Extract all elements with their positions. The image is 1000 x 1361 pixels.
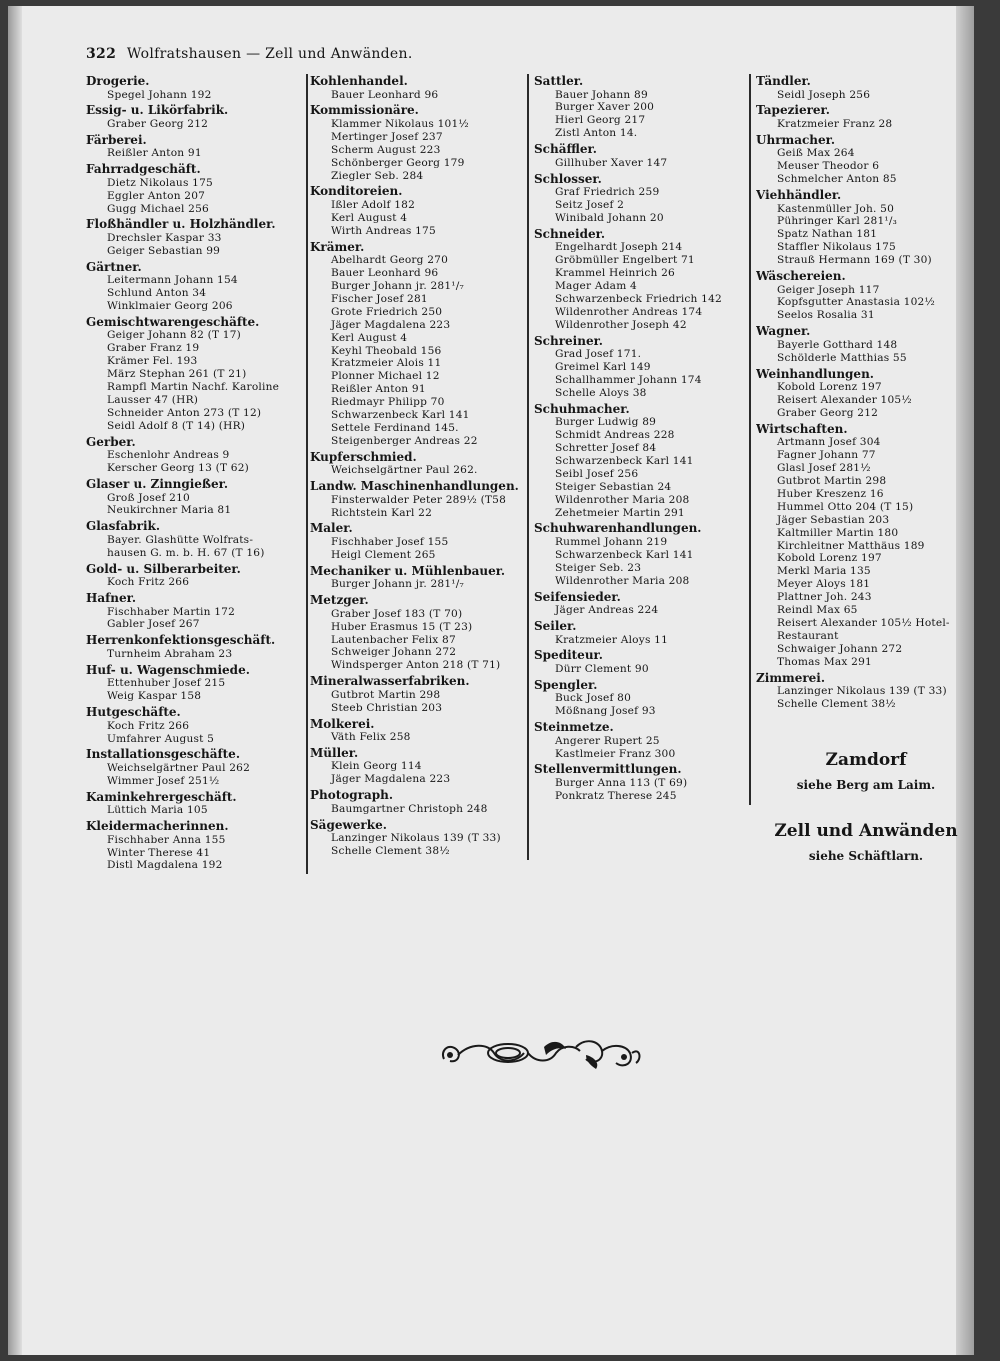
directory-entry: Zehetmeier Martin 291 xyxy=(555,506,685,519)
directory-entry: Buck Josef 80 xyxy=(555,692,632,705)
directory-entry: Weig Kaspar 158 xyxy=(107,690,202,703)
trade-section xyxy=(756,324,966,364)
trade-heading: Schneider. xyxy=(534,226,606,241)
trade-heading: Seiler. xyxy=(534,619,577,633)
trade-section xyxy=(756,74,966,101)
trade-section xyxy=(86,747,304,787)
directory-entry: Mertinger Josef 237 xyxy=(331,130,443,143)
trade-heading: Schäffler. xyxy=(534,142,597,157)
trade-section xyxy=(310,184,525,237)
directory-entry: Wirth Andreas 175 xyxy=(331,224,436,237)
trade-section xyxy=(534,720,752,760)
trade-section xyxy=(86,133,304,160)
directory-entry: Kratzmeier Franz 28 xyxy=(777,117,893,130)
directory-entry: Winibald Johann 20 xyxy=(555,211,664,224)
directory-entry: Kerscher Georg 13 (T 62) xyxy=(107,462,250,475)
directory-entry: Rummel Johann 219 xyxy=(555,535,668,548)
directory-entry: Eggler Anton 207 xyxy=(107,189,206,202)
trade-heading: Kohlenhandel. xyxy=(310,74,408,88)
place-name: Zell und Anwänden xyxy=(774,821,958,841)
trade-heading: Wäschereien. xyxy=(756,269,846,284)
directory-entry: Seitz Josef 2 xyxy=(555,198,625,211)
directory-entry: Jäger Magdalena 223 xyxy=(331,773,451,786)
directory-entry: Fagner Johann 77 xyxy=(777,449,876,462)
directory-entry: Schmelcher Anton 85 xyxy=(777,173,897,186)
trade-heading: Färberei. xyxy=(86,132,147,147)
trade-heading: Schlosser. xyxy=(534,171,602,186)
directory-entry: Reisert Alexander 105½ Hotel- xyxy=(777,617,950,629)
directory-entry: Spegel Johann 192 xyxy=(107,88,212,101)
trade-heading: Fahrradgeschäft. xyxy=(86,162,201,177)
trade-section xyxy=(86,315,304,433)
trade-heading: Molkerei. xyxy=(310,716,375,731)
directory-entry: Kaltmiller Martin 180 xyxy=(777,526,899,539)
directory-entry: Winter Therese 41 xyxy=(107,846,211,859)
directory-entry: Riedmayr Philipp 70 xyxy=(331,396,445,409)
directory-entry: Meuser Theodor 6 xyxy=(777,160,880,173)
trade-heading: Tändler. xyxy=(756,74,811,88)
trade-heading: Mechaniker u. Mühlenbauer. xyxy=(310,563,506,578)
directory-entry: Windsperger Anton 218 (T 71) xyxy=(331,659,501,672)
directory-entry: Bauer Leonhard 96 xyxy=(331,88,439,101)
column-1 xyxy=(86,74,304,874)
trade-heading: Huf- u. Wagenschmiede. xyxy=(86,662,250,677)
directory-entry: Schlund Anton 34 xyxy=(107,287,207,300)
directory-entry: Burger Ludwig 89 xyxy=(555,416,657,429)
column-rule xyxy=(527,74,529,860)
trade-section xyxy=(310,103,525,182)
trade-section xyxy=(310,564,525,591)
place-name: Zamdorf xyxy=(825,750,907,770)
directory-entry: Schallhammer Johann 174 xyxy=(555,373,702,386)
trade-heading: Gerber. xyxy=(86,434,136,449)
directory-entry: Bauer Leonhard 96 xyxy=(331,267,439,280)
directory-entry: Graf Friedrich 259 xyxy=(555,186,660,199)
directory-entry: Kastenmüller Joh. 50 xyxy=(777,202,895,215)
trade-heading: Krämer. xyxy=(310,239,365,254)
trade-section xyxy=(310,717,525,744)
directory-page xyxy=(8,6,974,1355)
directory-entry: Burger Johann jr. 281¹/₇ xyxy=(331,279,464,292)
trade-heading: Seifensieder. xyxy=(534,589,621,604)
trade-heading: Schuhwarenhandlungen. xyxy=(534,521,702,536)
trade-section xyxy=(86,562,304,589)
directory-entry: Staffler Nikolaus 175 xyxy=(777,241,896,254)
trade-heading: Zimmerei. xyxy=(756,670,826,685)
trade-section xyxy=(310,788,525,815)
directory-entry: Winklmaier Georg 206 xyxy=(107,300,233,313)
trade-section xyxy=(756,133,966,186)
directory-entry: Väth Felix 258 xyxy=(331,731,411,744)
directory-entry: Steiger Sebastian 24 xyxy=(555,480,672,493)
directory-entry: Spatz Nathan 181 xyxy=(777,228,878,241)
directory-entry: Burger Anna 113 (T 69) xyxy=(555,776,688,789)
directory-entry: Schelle Aloys 38 xyxy=(555,386,647,399)
place-reference: siehe Berg am Laim. xyxy=(796,778,936,792)
directory-entry: Graber Franz 19 xyxy=(107,342,200,355)
directory-entry: Plonner Michael 12 xyxy=(331,370,440,383)
trade-heading: Stellenvermittlungen. xyxy=(534,762,682,777)
directory-entry: Plattner Joh. 243 xyxy=(777,591,872,604)
directory-entry: Reißler Anton 91 xyxy=(107,147,202,160)
trade-heading: Glasfabrik. xyxy=(86,519,161,534)
directory-entry: Kobold Lorenz 197 xyxy=(777,381,882,394)
directory-entry: Koch Fritz 266 xyxy=(107,576,190,589)
directory-entry: Grote Friedrich 250 xyxy=(331,305,443,318)
trade-heading: Wirtschaften. xyxy=(756,421,848,436)
directory-entry: Geiß Max 264 xyxy=(777,147,855,160)
directory-entry: Leitermann Johann 154 xyxy=(107,274,238,287)
directory-entry: Zistl Anton 14. xyxy=(555,127,638,140)
directory-entry: Burger Johann jr. 281¹/₇ xyxy=(331,578,464,591)
column-4 xyxy=(756,74,966,713)
directory-entry: Wildenrother Maria 208 xyxy=(555,574,690,587)
directory-entry: Geiger Johann 82 (T 17) xyxy=(107,329,242,342)
directory-entry: Schwarzenbeck Friedrich 142 xyxy=(555,292,722,305)
trade-section xyxy=(86,477,304,517)
directory-entry: Schwarzenbeck Karl 141 xyxy=(331,409,470,422)
directory-entry: Artmann Josef 304 xyxy=(777,436,881,449)
trade-section xyxy=(310,240,525,448)
directory-entry: Turnheim Abraham 23 xyxy=(107,647,233,660)
directory-entry: Abelhardt Georg 270 xyxy=(331,254,449,267)
trade-section xyxy=(534,74,752,140)
trade-heading: Metzger. xyxy=(310,593,369,608)
directory-entry: Kratzmeier Aloys 11 xyxy=(555,633,669,646)
trade-section xyxy=(310,450,525,477)
directory-entry: Kirchleitner Matthäus 189 xyxy=(777,539,925,552)
directory-entry: Huber Kreszenz 16 xyxy=(777,487,884,500)
directory-entry: Glasl Josef 281½ xyxy=(777,462,871,475)
directory-entry: Jäger Andreas 224 xyxy=(555,604,659,617)
trade-section xyxy=(86,633,304,660)
header-title: Wolfratshausen — Zell und Anwänden. xyxy=(126,46,413,62)
trade-heading: Landw. Maschinenhandlungen. xyxy=(310,479,519,494)
directory-entry: Seidl Joseph 256 xyxy=(777,88,871,101)
directory-entry: Fischer Josef 281 xyxy=(331,292,428,305)
trade-heading: Kupferschmied. xyxy=(310,449,417,464)
directory-entry: Ißler Adolf 182 xyxy=(331,198,416,211)
trade-section xyxy=(756,103,966,130)
trade-heading: Spengler. xyxy=(534,677,598,692)
directory-entry: Krämer Fel. 193 xyxy=(107,355,198,368)
directory-entry: Restaurant xyxy=(777,629,839,642)
directory-entry: Greimel Karl 149 xyxy=(555,361,651,373)
directory-entry: Burger Xaver 200 xyxy=(555,101,655,114)
trade-heading: Photograph. xyxy=(310,788,394,803)
trade-section xyxy=(534,402,752,520)
directory-entry: Reindl Max 65 xyxy=(777,604,858,617)
directory-entry: Gutbrot Martin 298 xyxy=(331,688,441,701)
trade-section xyxy=(310,674,525,714)
directory-entry: Mößnang Josef 93 xyxy=(555,705,656,718)
directory-entry: Lanzinger Nikolaus 139 (T 33) xyxy=(331,832,501,845)
trade-heading: Hafner. xyxy=(86,591,137,606)
directory-entry: Wildenrother Maria 208 xyxy=(555,493,690,506)
directory-entry: Dietz Nikolaus 175 xyxy=(107,176,213,189)
directory-entry: Schretter Josef 84 xyxy=(555,442,657,455)
directory-entry: Seibl Josef 256 xyxy=(555,467,639,480)
directory-entry: Klein Georg 114 xyxy=(331,760,422,773)
directory-entry: Fischhaber Anna 155 xyxy=(107,833,226,846)
column-rule xyxy=(306,74,308,874)
directory-entry: Koch Fritz 266 xyxy=(107,719,190,732)
directory-entry: Fischhaber Martin 172 xyxy=(107,605,236,618)
directory-entry: Lüttich Maria 105 xyxy=(107,804,208,817)
directory-entry: Heigl Clement 265 xyxy=(331,548,436,561)
directory-entry: März Stephan 261 (T 21) xyxy=(107,368,247,381)
directory-entry: Schneider Anton 273 (T 12) xyxy=(107,406,262,419)
trade-section xyxy=(756,269,966,322)
trade-section xyxy=(310,746,525,786)
directory-entry: Grad Josef 171. xyxy=(555,348,642,361)
trade-section xyxy=(86,519,304,559)
directory-entry: Eschenlohr Andreas 9 xyxy=(107,449,230,462)
directory-entry: Drechsler Kaspar 33 xyxy=(107,231,222,244)
trade-heading: Gärtner. xyxy=(86,259,142,274)
trade-section xyxy=(534,678,752,718)
trade-heading: Viehhändler. xyxy=(756,188,842,203)
directory-entry: Klammer Nikolaus 101½ xyxy=(331,117,469,130)
directory-entry: Steiger Seb. 23 xyxy=(555,561,642,574)
directory-entry: Huber Erasmus 15 (T 23) xyxy=(331,620,473,633)
directory-entry: Schelle Clement 38½ xyxy=(331,845,450,858)
trade-section xyxy=(534,762,752,802)
directory-entry: Weichselgärtner Paul 262. xyxy=(331,464,478,477)
trade-heading: Weinhandlungen. xyxy=(756,366,874,381)
directory-entry: Groß Josef 210 xyxy=(107,491,190,504)
trade-section xyxy=(310,521,525,561)
trade-heading: Glaser u. Zinngießer. xyxy=(86,477,229,492)
directory-entry: Ponkratz Therese 245 xyxy=(555,789,677,802)
trade-heading: Mineralwasserfabriken. xyxy=(310,674,470,689)
directory-entry: Graber Josef 183 (T 70) xyxy=(331,607,463,620)
trade-section xyxy=(86,819,304,872)
directory-entry: Engelhardt Joseph 214 xyxy=(555,241,683,254)
directory-entry: Steigenberger Andreas 22 xyxy=(331,434,478,447)
trade-section xyxy=(310,818,525,858)
directory-entry: Schwaiger Johann 272 xyxy=(777,642,903,655)
trade-heading: Tapezierer. xyxy=(756,103,830,118)
running-header xyxy=(86,46,413,62)
directory-entry: Keyhl Theobald 156 xyxy=(331,344,442,357)
trade-section xyxy=(534,590,752,617)
directory-entry: Schwarzenbeck Karl 141 xyxy=(555,548,694,561)
column-3 xyxy=(534,74,752,805)
directory-entry: Wildenrother Andreas 174 xyxy=(555,305,703,318)
directory-entry: Schelle Clement 38½ xyxy=(777,698,896,711)
trade-heading: Kommissionäre. xyxy=(310,103,419,118)
trade-section xyxy=(756,188,966,267)
trade-heading: Steinmetze. xyxy=(534,720,614,735)
directory-entry: Gabler Josef 267 xyxy=(107,618,200,631)
trade-section xyxy=(756,422,966,669)
trade-section xyxy=(310,479,525,519)
directory-entry: Mager Adam 4 xyxy=(555,279,637,292)
trade-section xyxy=(86,260,304,313)
trade-heading: Kleidermacherinnen. xyxy=(86,819,229,834)
trade-section xyxy=(534,619,752,646)
directory-entry: Kopfsgutter Anastasia 102½ xyxy=(777,296,935,309)
directory-entry: Lausser 47 (HR) xyxy=(107,394,199,406)
directory-entry: Schölderle Matthias 55 xyxy=(777,351,907,364)
trade-section xyxy=(86,435,304,475)
directory-entry: Pühringer Karl 281¹/₃ xyxy=(777,215,898,228)
directory-entry: Gutbrot Martin 298 xyxy=(777,475,887,488)
trade-section xyxy=(310,74,525,101)
directory-entry: Gillhuber Xaver 147 xyxy=(555,156,668,169)
directory-entry: Graber Georg 212 xyxy=(107,117,209,130)
trade-section xyxy=(756,671,966,711)
directory-entry: hausen G. m. b. H. 67 (T 16) xyxy=(107,546,265,559)
directory-entry: Seelos Rosalia 31 xyxy=(777,309,875,322)
trade-heading: Sägewerke. xyxy=(310,817,387,832)
decorative-vignette-icon xyxy=(436,1033,646,1073)
directory-entry: Scherm August 223 xyxy=(331,143,441,156)
directory-entry: Meyer Aloys 181 xyxy=(777,578,871,591)
directory-entry: Wildenrother Joseph 42 xyxy=(555,318,687,331)
trade-heading: Herrenkonfektionsgeschäft. xyxy=(86,633,276,648)
directory-entry: Kratzmeier Alois 11 xyxy=(331,357,442,370)
trade-heading: Gemischtwarengeschäfte. xyxy=(86,314,260,329)
trade-section xyxy=(756,367,966,420)
directory-entry: Gröbmüller Engelbert 71 xyxy=(555,254,695,267)
page-number: 322 xyxy=(86,46,117,62)
directory-entry: Merkl Maria 135 xyxy=(777,565,871,578)
directory-entry: Finsterwalder Peter 289½ (T58 xyxy=(331,493,507,506)
directory-entry: Ettenhuber Josef 215 xyxy=(107,677,226,690)
trade-heading: Uhrmacher. xyxy=(756,132,836,147)
directory-entry: Schmidt Andreas 228 xyxy=(555,429,675,442)
directory-entry: Baumgartner Christoph 248 xyxy=(331,802,488,815)
trade-heading: Hutgeschäfte. xyxy=(86,705,181,720)
directory-entry: Distl Magdalena 192 xyxy=(107,859,223,872)
trade-heading: Floßhändler u. Holzhändler. xyxy=(86,217,276,232)
trade-section xyxy=(86,790,304,817)
directory-entry: Reisert Alexander 105½ xyxy=(777,394,912,406)
directory-entry: Settele Ferdinand 145. xyxy=(331,421,459,434)
directory-entry: Geiger Joseph 117 xyxy=(777,283,880,296)
directory-entry: Ziegler Seb. 284 xyxy=(331,169,424,182)
directory-entry: Jäger Magdalena 223 xyxy=(331,318,451,331)
directory-entry: Kastlmeier Franz 300 xyxy=(555,747,676,760)
directory-entry: Rampfl Martin Nachf. Karoline xyxy=(107,381,280,394)
directory-entry: Steeb Christian 203 xyxy=(331,701,443,714)
trade-section xyxy=(310,593,525,672)
trade-section xyxy=(534,227,752,332)
directory-entry: Hierl Georg 217 xyxy=(555,114,646,127)
trade-section xyxy=(86,74,304,101)
directory-entry: Kerl August 4 xyxy=(331,211,408,224)
trade-section xyxy=(86,591,304,631)
trade-heading: Drogerie. xyxy=(86,74,150,88)
trade-heading: Schuhmacher. xyxy=(534,401,630,416)
trade-section xyxy=(86,705,304,745)
directory-entry: Thomas Max 291 xyxy=(777,655,872,668)
place-reference: siehe Schäftlarn. xyxy=(808,849,924,863)
trade-heading: Müller. xyxy=(310,745,359,760)
directory-entry: Strauß Hermann 169 (T 30) xyxy=(777,254,932,267)
trade-heading: Gold- u. Silberarbeiter. xyxy=(86,561,241,576)
trade-section xyxy=(86,162,304,215)
directory-entry: Angerer Rupert 25 xyxy=(555,734,660,747)
trade-section xyxy=(534,648,752,675)
trade-section xyxy=(534,521,752,587)
trade-heading: Installationsgeschäfte. xyxy=(86,747,240,762)
trade-section xyxy=(86,663,304,703)
directory-entry: Seidl Adolf 8 (T 14) (HR) xyxy=(107,419,246,432)
trade-section xyxy=(86,217,304,257)
directory-entry: Schweiger Johann 272 xyxy=(331,646,457,659)
directory-entry: Neukirchner Maria 81 xyxy=(107,504,232,517)
page-spine-shadow xyxy=(8,6,22,1355)
trade-heading: Konditoreien. xyxy=(310,184,403,199)
trade-heading: Essig- u. Likörfabrik. xyxy=(86,103,229,118)
directory-entry: Bayer. Glashütte Wolfrats- xyxy=(107,533,254,546)
directory-entry: Graber Georg 212 xyxy=(777,406,879,419)
directory-entry: Lanzinger Nikolaus 139 (T 33) xyxy=(777,685,947,698)
directory-entry: Richtstein Karl 22 xyxy=(331,506,433,519)
trade-heading: Kaminkehrergeschäft. xyxy=(86,789,237,804)
directory-entry: Wimmer Josef 251½ xyxy=(107,774,220,787)
directory-entry: Dürr Clement 90 xyxy=(555,662,649,675)
directory-entry: Bauer Johann 89 xyxy=(555,88,648,101)
directory-entry: Kerl August 4 xyxy=(331,331,408,344)
trade-heading: Spediteur. xyxy=(534,648,603,663)
trade-heading: Sattler. xyxy=(534,74,584,88)
directory-entry: Krammel Heinrich 26 xyxy=(555,267,675,280)
trade-section xyxy=(534,172,752,225)
directory-entry: Fischhaber Josef 155 xyxy=(331,535,449,548)
directory-entry: Weichselgärtner Paul 262 xyxy=(107,761,251,774)
trade-section xyxy=(534,334,752,400)
directory-entry: Schönberger Georg 179 xyxy=(331,156,465,169)
directory-entry: Hummel Otto 204 (T 15) xyxy=(777,500,914,513)
trade-heading: Maler. xyxy=(310,521,353,536)
directory-entry: Reißler Anton 91 xyxy=(331,383,426,396)
directory-entry: Lautenbacher Felix 87 xyxy=(331,633,456,646)
directory-entry: Gugg Michael 256 xyxy=(107,202,209,215)
trade-heading: Wagner. xyxy=(756,324,811,339)
directory-entry: Umfahrer August 5 xyxy=(107,732,215,745)
directory-entry: Jäger Sebastian 203 xyxy=(777,513,890,526)
trade-section xyxy=(86,103,304,130)
column-2 xyxy=(310,74,525,860)
directory-entry: Bayerle Gotthard 148 xyxy=(777,338,898,351)
trade-heading: Schreiner. xyxy=(534,333,603,348)
directory-entry: Kobold Lorenz 197 xyxy=(777,552,882,565)
trade-section xyxy=(534,142,752,169)
directory-entry: Schwarzenbeck Karl 141 xyxy=(555,454,694,467)
directory-entry: Geiger Sebastian 99 xyxy=(107,244,221,257)
